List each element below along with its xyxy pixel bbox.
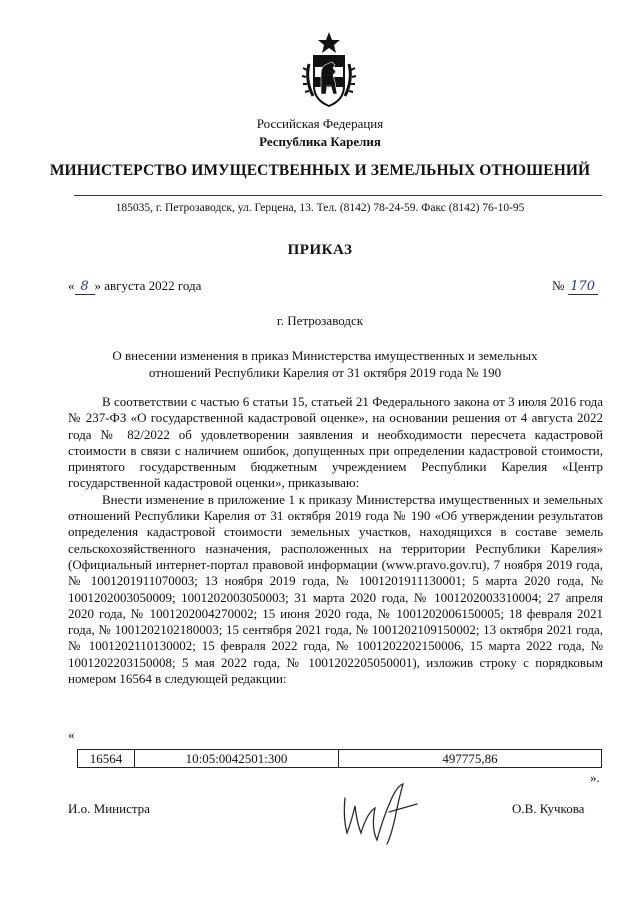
- document-type: ПРИКАЗ: [287, 242, 353, 258]
- cadastral-value-table: [77, 749, 602, 768]
- handwritten-signature: [325, 778, 435, 848]
- document-subject: О внесении изменения в приказ Министерства имущественных и земельных отношений Республики Карелия от 31 октября 2019 года № 190: [112, 348, 538, 380]
- cadastral-number-cell: 10:05:0042501:300: [135, 750, 339, 768]
- number-handwritten: 170: [568, 279, 598, 295]
- date-month-year: » августа 2022 года: [94, 278, 202, 293]
- ministry-address: 185035, г. Петрозаводск, ул. Герцена, 13. Тел. (8142) 78-24-59. Факс (8142) 76-10-95: [115, 202, 525, 214]
- document-city: г. Петрозаводск: [276, 313, 364, 328]
- signatory-position: И.о. Министра: [68, 801, 150, 816]
- republic-name: Республика Карелия: [259, 134, 381, 149]
- ministry-title: МИНИСТЕРСТВО ИМУЩЕСТВЕННЫХ И ЗЕМЕЛЬНЫХ ОТНОШЕНИЙ: [49, 162, 591, 179]
- coat-of-arms-emblem: [299, 30, 359, 112]
- table-row: [78, 750, 602, 768]
- row-number-cell: 16564: [78, 750, 135, 768]
- table-quote-close: ».: [590, 770, 600, 785]
- header-divider: [74, 195, 602, 196]
- document-body: [68, 394, 603, 687]
- date-day-handwritten: 8: [75, 279, 95, 295]
- cadastral-value-cell: 497775,86: [339, 750, 602, 768]
- body-paragraph-order: Внести изменение в приложение 1 к приказу Министерства имущественных и земельных отношений Республики Карелия от 31 октября 2019 года № 190 «Об утверждении результатов определения кадастровой стоимости земельных участков, находящихся в составе земель сельскохозяйственного назначения, расположенных на территории Республики Карелия» (Официальный интернет-портал правовой информации (www.pravo.gov.ru), 7 ноября 2019 года, № 1001201911070003; 13 ноября 2019 года, № 1001201911130001; 5 марта 2020 года, № 1001202003050009; 1001202003050003; 31 марта 2020 года, № 1001202003310004; 27 апреля 2020 года, № 1001202004270002; 15 июня 2020 года, № 1001202006150005; 18 февраля 2021 года, № 1001202102180003; 15 сентября 2021 года, № 1001202109150002; 13 октября 2021 года, № 1001202110130002; 15 февраля 2022 года, № 1001202202150006, 15 марта 2022 года, № 1001202203150008; 5 мая 2022 года, № 1001202205050001), изложив строку с порядковым номером 16564 в следующей редакции:: [68, 491, 603, 687]
- date-quote-open: «: [68, 278, 75, 293]
- body-paragraph-basis: В соответствии с частью 6 статьи 15, статьей 21 Федерального закона от 3 июля 2016 года № 237-ФЗ «О государственной кадастровой оценке», на основании решения от 4 августа 2022 года № 82/2022 об удовлетворении заявления и необходимости пересчета кадастровой стоимости в связи с наличием ошибок, допущенных при определении кадастровой стоимости, принятого государственным бюджетным учреждением Республики Карелия «Центр государственной кадастровой оценки», приказываю:: [68, 394, 603, 491]
- table-quote-open: «: [68, 727, 75, 742]
- document-number: [552, 278, 598, 295]
- country-name: Российская Федерация: [256, 116, 384, 131]
- signatory-name: О.В. Кучкова: [512, 801, 585, 816]
- number-label: №: [552, 278, 565, 293]
- document-date: [68, 278, 201, 295]
